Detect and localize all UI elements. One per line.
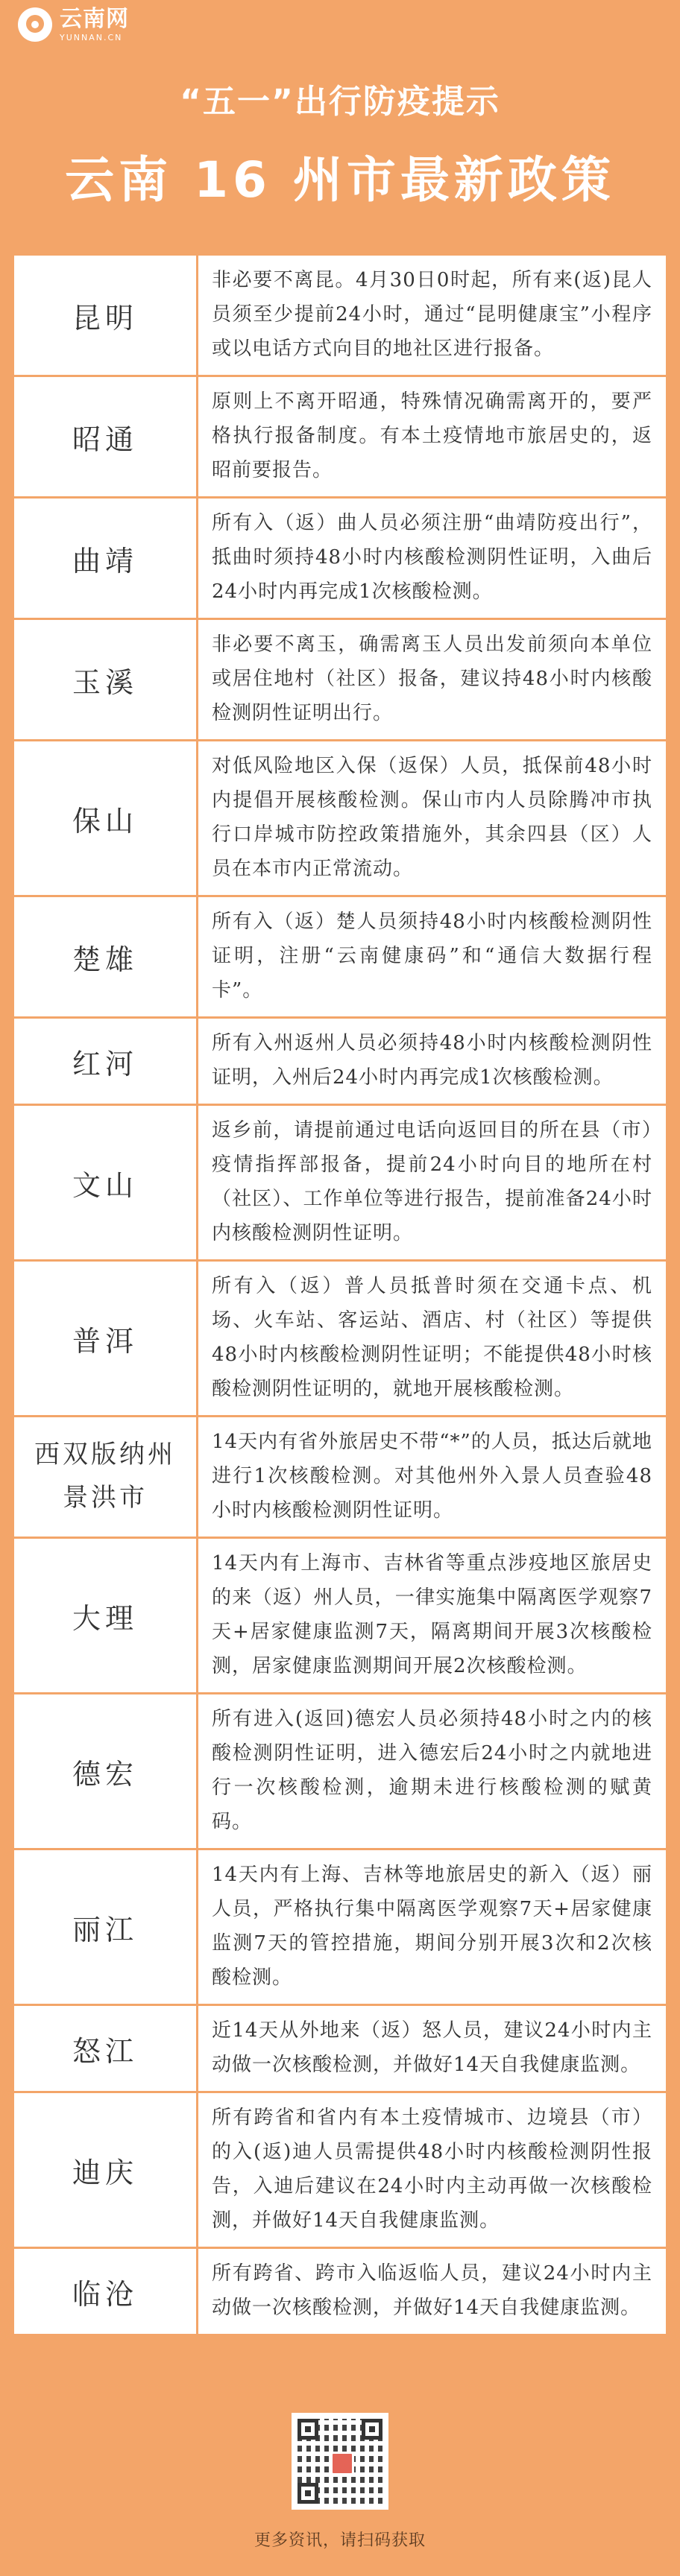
city-name-line: 红河 — [72, 1047, 138, 1080]
qr-pattern — [298, 2419, 382, 2504]
policy-row — [13, 2092, 667, 2248]
policy-text: 近14天从外地来（返）怒人员，建议24小时内主动做一次核酸检测，并做好14天自我健康监测。 — [198, 2005, 667, 2092]
city-name-line: 楚雄 — [72, 943, 138, 976]
city-name-line: 昭通 — [72, 423, 138, 456]
policy-row — [13, 255, 667, 376]
city-name — [13, 1417, 198, 1538]
policy-row — [13, 1538, 667, 1694]
policy-text: 返乡前，请提前通过电话向返回目的所在县（市）疫情指挥部报备，提前24小时向目的地所在村（社区）、工作单位等进行报告，提前准备24小时内核酸检测阴性证明。 — [198, 1105, 667, 1261]
city-name-line: 德宏 — [72, 1757, 138, 1791]
city-name — [13, 255, 198, 376]
city-name — [13, 619, 198, 741]
policy-text: 所有入州返州人员必须持48小时内核酸检测阴性证明，入州后24小时内再完成1次核酸检测。 — [198, 1018, 667, 1105]
city-name — [13, 2005, 198, 2092]
city-name — [13, 2092, 198, 2248]
city-name-line: 怒江 — [72, 2034, 138, 2068]
policy-text: 原则上不离开昭通，特殊情况确需离开的，要严格执行报备制度。有本土疫情地市旅居史的，返昭前要报告。 — [198, 376, 667, 498]
policy-table-wrap — [12, 253, 668, 2336]
city-name — [13, 1538, 198, 1694]
city-name-line: 曲靖 — [72, 544, 138, 577]
policy-text: 对低风险地区入保（返保）人员，抵保前48小时内提倡开展核酸检测。保山市内人员除腾冲市执行口岸城市防控政策措施外，其余四县（区）人员在本市内正常流动。 — [198, 741, 667, 896]
city-name — [13, 1105, 198, 1261]
policy-row — [13, 741, 667, 896]
policy-text: 所有进入(返回)德宏人员必须持48小时之内的核酸检测阴性证明，进入德宏后24小时之内就地进行一次核酸检测，逾期未进行核酸检测的赋黄码。 — [198, 1694, 667, 1849]
header — [0, 0, 680, 253]
policy-row — [13, 619, 667, 741]
policy-table-body — [13, 255, 667, 2335]
policy-text: 14天内有省外旅居史不带“*”的人员，抵达后就地进行1次核酸检测。对其他州外入景人员查验48小时内核酸检测阴性证明。 — [198, 1417, 667, 1538]
policy-row — [13, 2248, 667, 2335]
policy-row — [13, 896, 667, 1018]
policy-text: 非必要不离昆。4月30日0时起，所有来(返)昆人员须至少提前24小时，通过“昆明健康宝”小程序或以电话方式向目的地社区进行报备。 — [198, 255, 667, 376]
city-name-line: 景洪市 — [63, 1483, 148, 1513]
policy-row — [13, 1261, 667, 1417]
qr-code[interactable] — [292, 2413, 388, 2510]
qr-finder-icon — [298, 2419, 318, 2440]
policy-text: 14天内有上海、吉林等地旅居史的新入（返）丽人员，严格执行集中隔离医学观察7天+居家健康监测7天的管控措施，期间分别开展3次和2次核酸检测。 — [198, 1849, 667, 2005]
city-name — [13, 1261, 198, 1417]
policy-row — [13, 2005, 667, 2092]
policy-row — [13, 1417, 667, 1538]
city-name-line: 西双版纳州 — [34, 1440, 176, 1470]
city-name-line: 普洱 — [72, 1324, 138, 1358]
policy-text: 所有入（返）普人员抵普时须在交通卡点、机场、火车站、客运站、酒店、村（社区）等提供48小时内核酸检测阴性证明；不能提供48小时核酸检测阴性证明的，就地开展核酸检测。 — [198, 1261, 667, 1417]
policy-row — [13, 1694, 667, 1849]
city-name-line: 保山 — [72, 804, 138, 838]
policy-row — [13, 1105, 667, 1261]
policy-row — [13, 376, 667, 498]
city-name — [13, 1694, 198, 1849]
page-title: 云南 16 州市最新政策 — [65, 151, 615, 209]
qr-finder-icon — [298, 2483, 318, 2504]
logo-cn: 云南网 — [60, 5, 129, 32]
policy-table — [12, 253, 668, 2336]
yunnan-net-logo[interactable] — [18, 7, 129, 42]
logo-text — [60, 5, 129, 42]
city-name-line: 丽江 — [72, 1913, 138, 1946]
policy-text: 所有跨省、跨市入临返临人员，建议24小时内主动做一次核酸检测，并做好14天自我健康监测。 — [198, 2248, 667, 2335]
city-name-line: 临沧 — [72, 2277, 138, 2311]
city-name-line: 迪庆 — [72, 2156, 138, 2189]
footer-caption: 更多资讯，请扫码获取 — [254, 2531, 426, 2550]
city-name-line: 大理 — [72, 1601, 138, 1635]
city-name — [13, 498, 198, 619]
city-name-line: 文山 — [72, 1168, 138, 1202]
qr-finder-icon — [362, 2419, 382, 2440]
policy-row — [13, 1018, 667, 1105]
policy-row — [13, 1849, 667, 2005]
footer — [12, 2389, 668, 2576]
page-subtitle: “五一”出行防疫提示 — [180, 83, 500, 121]
city-name — [13, 741, 198, 896]
city-name — [13, 896, 198, 1018]
city-name — [13, 2248, 198, 2335]
logo-en: YUNNAN.CN — [60, 32, 123, 42]
city-name-line: 玉溪 — [72, 665, 138, 699]
logo-icon — [18, 7, 52, 42]
policy-text: 所有跨省和省内有本土疫情城市、边境县（市）的入(返)迪人员需提供48小时内核酸检测阴性报告，入迪后建议在24小时内主动再做一次核酸检测，并做好14天自我健康监测。 — [198, 2092, 667, 2248]
policy-text: 所有入（返）曲人员必须注册“曲靖防疫出行”，抵曲时须持48小时内核酸检测阴性证明，入曲后24小时内再完成1次核酸检测。 — [198, 498, 667, 619]
city-name — [13, 376, 198, 498]
city-name — [13, 1849, 198, 2005]
city-name — [13, 1018, 198, 1105]
policy-text: 非必要不离玉，确需离玉人员出发前须向本单位或居住地村（社区）报备，建议持48小时内核酸检测阴性证明出行。 — [198, 619, 667, 741]
policy-row — [13, 498, 667, 619]
city-name-line: 昆明 — [72, 301, 138, 335]
policy-text: 所有入（返）楚人员须持48小时内核酸检测阴性证明，注册“云南健康码”和“通信大数据行程卡”。 — [198, 896, 667, 1018]
qr-logo-icon — [330, 2452, 354, 2475]
policy-text: 14天内有上海市、吉林省等重点涉疫地区旅居史的来（返）州人员，一律实施集中隔离医学观察7天+居家健康监测7天，隔离期间开展3次核酸检测，居家健康监测期间开展2次核酸检测。 — [198, 1538, 667, 1694]
